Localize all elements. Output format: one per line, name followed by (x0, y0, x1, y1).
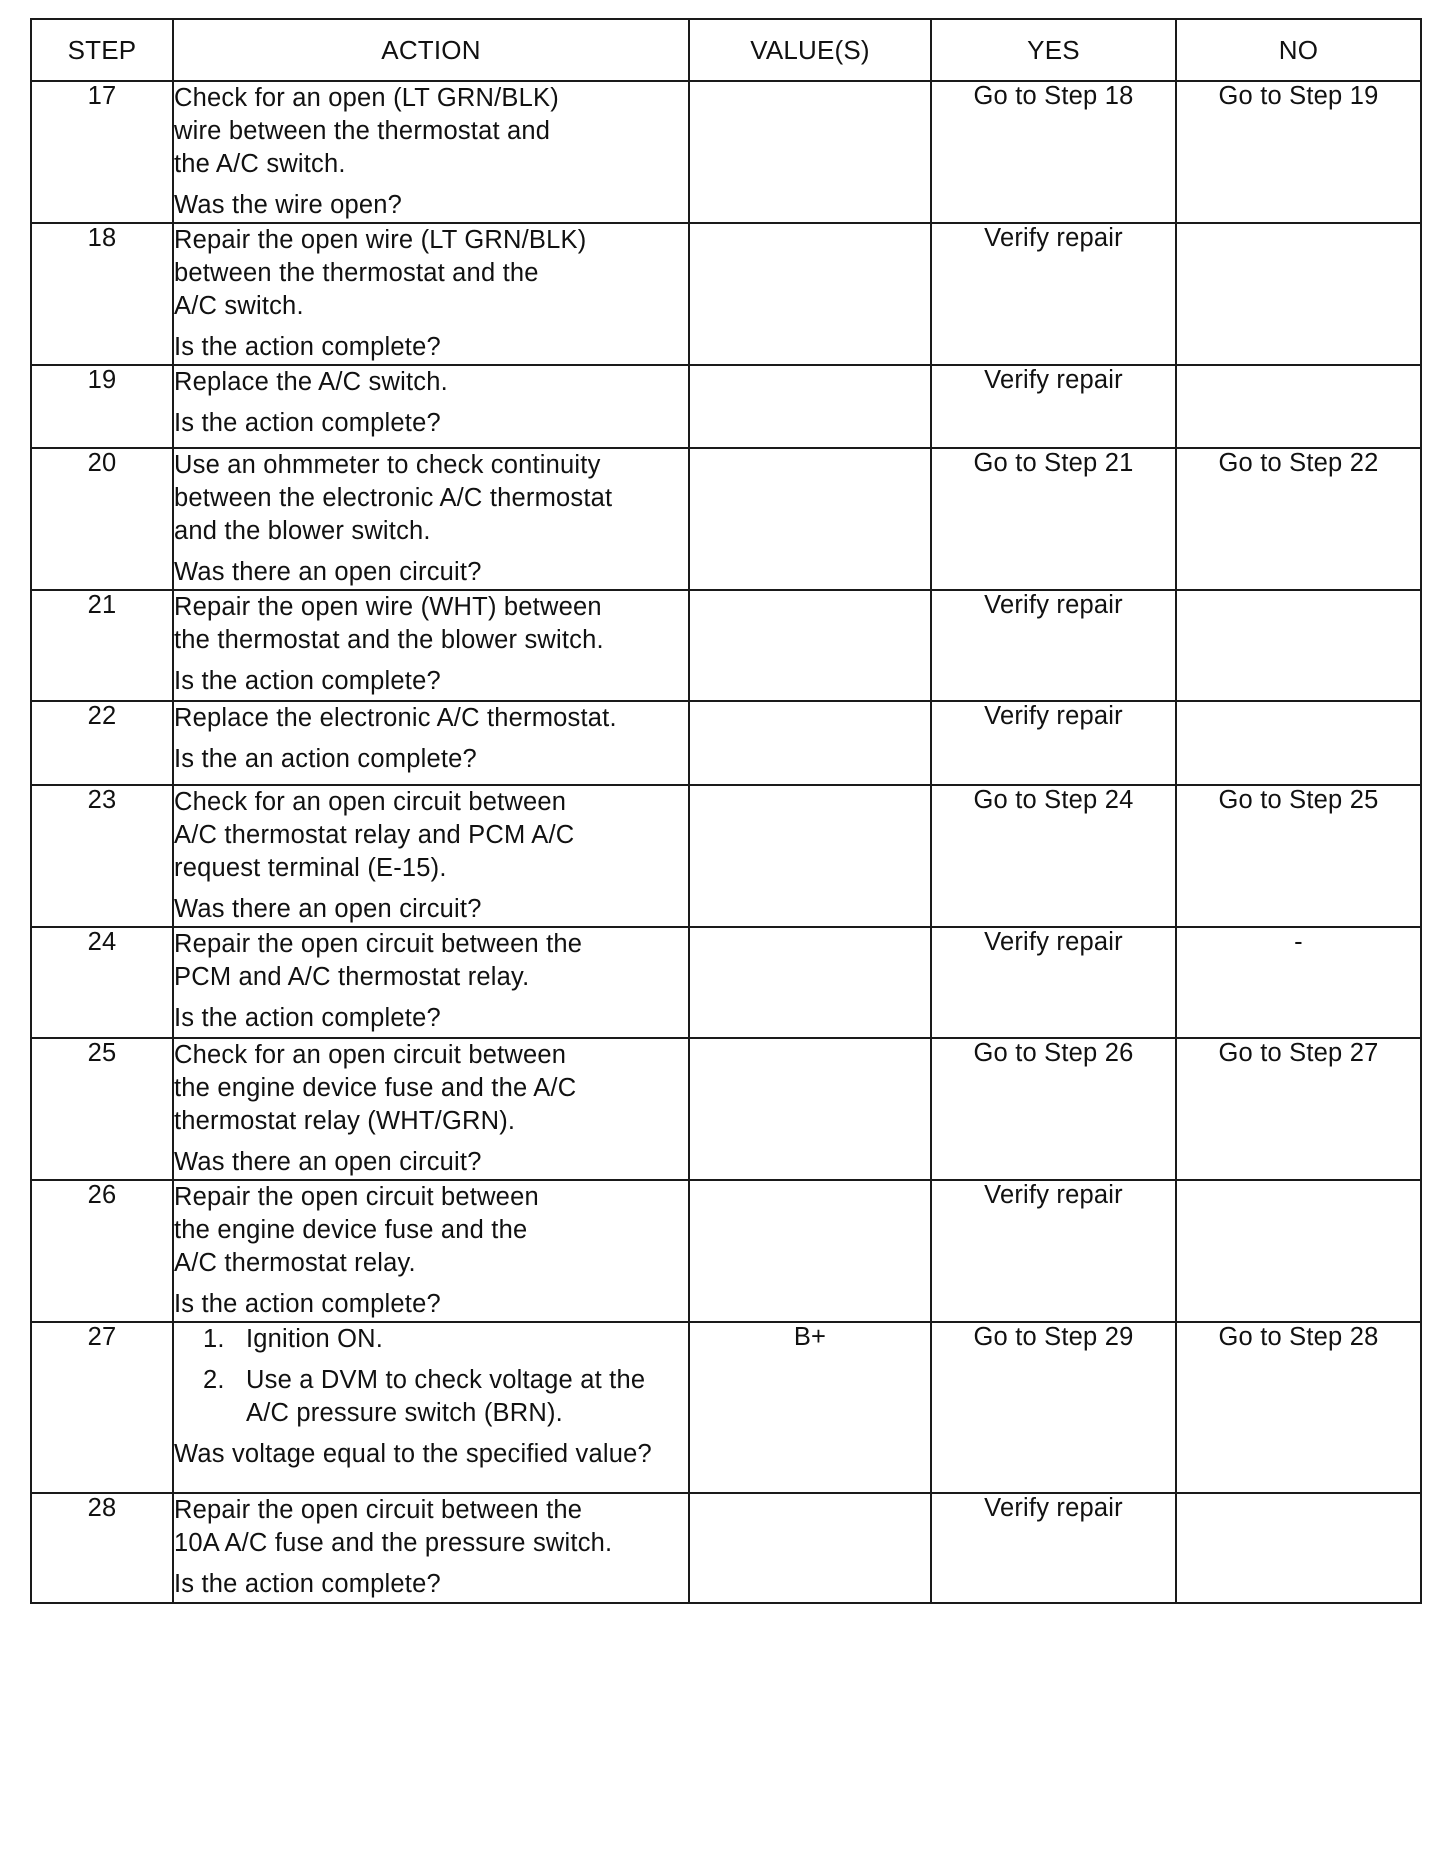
header-yes: YES (931, 19, 1176, 81)
no-cell (1176, 1180, 1421, 1322)
action-line: Check for an open circuit between (174, 1041, 567, 1069)
action-question: Is the an action complete? (174, 745, 477, 773)
value-cell (689, 785, 931, 927)
table-row (31, 1493, 1421, 1603)
value-cell (689, 1180, 931, 1322)
no-cell: Go to Step 28 (1176, 1322, 1421, 1493)
step-number: 18 (31, 223, 173, 365)
action-line: Repair the open circuit between the (174, 930, 583, 958)
no-cell: Go to Step 19 (1176, 81, 1421, 223)
action-line: the A/C switch. (174, 150, 346, 178)
header-values: VALUE(S) (689, 19, 931, 81)
action-line: Repair the open wire (WHT) between (174, 593, 602, 621)
action-cell (173, 365, 689, 448)
value-cell (689, 701, 931, 785)
table-row (31, 223, 1421, 365)
value-cell (689, 223, 931, 365)
action-line: between the electronic A/C thermostat (174, 484, 613, 512)
no-cell: - (1176, 927, 1421, 1038)
action-line: Repair the open circuit between (174, 1183, 539, 1211)
yes-cell: Verify repair (931, 1493, 1176, 1603)
action-question: Is the action complete? (174, 1290, 441, 1318)
action-line: request terminal (E-15). (174, 854, 447, 882)
table-row (31, 785, 1421, 927)
action-question: Is the action complete? (174, 1570, 441, 1598)
action-line: the engine device fuse and the A/C (174, 1074, 577, 1102)
action-line: wire between the thermostat and (174, 117, 551, 145)
yes-cell: Verify repair (931, 223, 1176, 365)
no-cell (1176, 1493, 1421, 1603)
action-cell (173, 223, 689, 365)
value-cell (689, 365, 931, 448)
action-question: Was the wire open? (174, 191, 403, 219)
action-cell (173, 1180, 689, 1322)
no-cell (1176, 365, 1421, 448)
yes-cell: Verify repair (931, 701, 1176, 785)
step-number: 19 (31, 365, 173, 448)
step-number: 17 (31, 81, 173, 223)
table-row (31, 365, 1421, 448)
yes-cell: Go to Step 21 (931, 448, 1176, 590)
table-row (31, 81, 1421, 223)
action-line: Repair the open wire (LT GRN/BLK) (174, 226, 587, 254)
value-cell: B+ (689, 1322, 931, 1493)
value-cell (689, 448, 931, 590)
step-number: 21 (31, 590, 173, 701)
action-cell (173, 785, 689, 927)
no-cell (1176, 701, 1421, 785)
action-question: Was there an open circuit? (174, 895, 482, 923)
header-action: ACTION (173, 19, 689, 81)
step-number: 26 (31, 1180, 173, 1322)
action-question: Is the action complete? (174, 667, 441, 695)
yes-cell: Go to Step 18 (931, 81, 1176, 223)
step-number: 25 (31, 1038, 173, 1180)
action-line: A/C thermostat relay. (174, 1249, 416, 1277)
table-row (31, 1038, 1421, 1180)
action-line: Use an ohmmeter to check continuity (174, 451, 601, 479)
action-line: PCM and A/C thermostat relay. (174, 963, 530, 991)
action-line: A/C thermostat relay and PCM A/C (174, 821, 575, 849)
action-line: and the blower switch. (174, 517, 431, 545)
table-row (31, 448, 1421, 590)
action-line: Check for an open (LT GRN/BLK) (174, 84, 559, 112)
action-question: Is the action complete? (174, 333, 441, 361)
step-number: 24 (31, 927, 173, 1038)
action-line: Replace the electronic A/C thermostat. (174, 704, 617, 732)
yes-cell: Verify repair (931, 1180, 1176, 1322)
action-question: Is the action complete? (174, 1004, 441, 1032)
no-cell (1176, 223, 1421, 365)
table-row (31, 1180, 1421, 1322)
action-question: Was voltage equal to the specified value? (174, 1440, 652, 1468)
no-cell (1176, 590, 1421, 701)
no-cell: Go to Step 25 (1176, 785, 1421, 927)
action-cell (173, 1038, 689, 1180)
diagnostic-table (30, 18, 1422, 1604)
step-number: 22 (31, 701, 173, 785)
yes-cell: Verify repair (931, 365, 1176, 448)
action-line: Check for an open circuit between (174, 788, 567, 816)
header-row (31, 19, 1421, 81)
value-cell (689, 927, 931, 1038)
action-cell (173, 927, 689, 1038)
action-line: A/C switch. (174, 292, 304, 320)
yes-cell: Verify repair (931, 590, 1176, 701)
action-line: the thermostat and the blower switch. (174, 626, 604, 654)
action-cell (173, 701, 689, 785)
action-cell (173, 448, 689, 590)
step-number: 23 (31, 785, 173, 927)
action-cell (173, 1322, 689, 1493)
action-line: Replace the A/C switch. (174, 368, 448, 396)
yes-cell: Go to Step 29 (931, 1322, 1176, 1493)
value-cell (689, 1038, 931, 1180)
action-question: Was there an open circuit? (174, 558, 482, 586)
table-row (31, 927, 1421, 1038)
step-number: 28 (31, 1493, 173, 1603)
substep-list (174, 1323, 688, 1430)
header-step: STEP (31, 19, 173, 81)
value-cell (689, 81, 931, 223)
substep-item: 1. Ignition ON. (232, 1323, 688, 1356)
action-question: Was there an open circuit? (174, 1148, 482, 1176)
step-number: 20 (31, 448, 173, 590)
table-row (31, 590, 1421, 701)
action-line: Repair the open circuit between the (174, 1496, 583, 1524)
yes-cell: Go to Step 24 (931, 785, 1176, 927)
value-cell (689, 590, 931, 701)
table-row (31, 701, 1421, 785)
action-cell (173, 1493, 689, 1603)
action-line: the engine device fuse and the (174, 1216, 528, 1244)
value-cell (689, 1493, 931, 1603)
yes-cell: Verify repair (931, 927, 1176, 1038)
action-question: Is the action complete? (174, 409, 441, 437)
step-number: 27 (31, 1322, 173, 1493)
substep-item: 2. Use a DVM to check voltage at the A/C pressure switch (BRN). (232, 1364, 688, 1430)
no-cell: Go to Step 22 (1176, 448, 1421, 590)
action-cell (173, 81, 689, 223)
action-cell (173, 590, 689, 701)
action-line: 10A A/C fuse and the pressure switch. (174, 1529, 613, 1557)
no-cell: Go to Step 27 (1176, 1038, 1421, 1180)
action-line: thermostat relay (WHT/GRN). (174, 1107, 516, 1135)
header-no: NO (1176, 19, 1421, 81)
action-line: between the thermostat and the (174, 259, 539, 287)
table-row (31, 1322, 1421, 1493)
yes-cell: Go to Step 26 (931, 1038, 1176, 1180)
